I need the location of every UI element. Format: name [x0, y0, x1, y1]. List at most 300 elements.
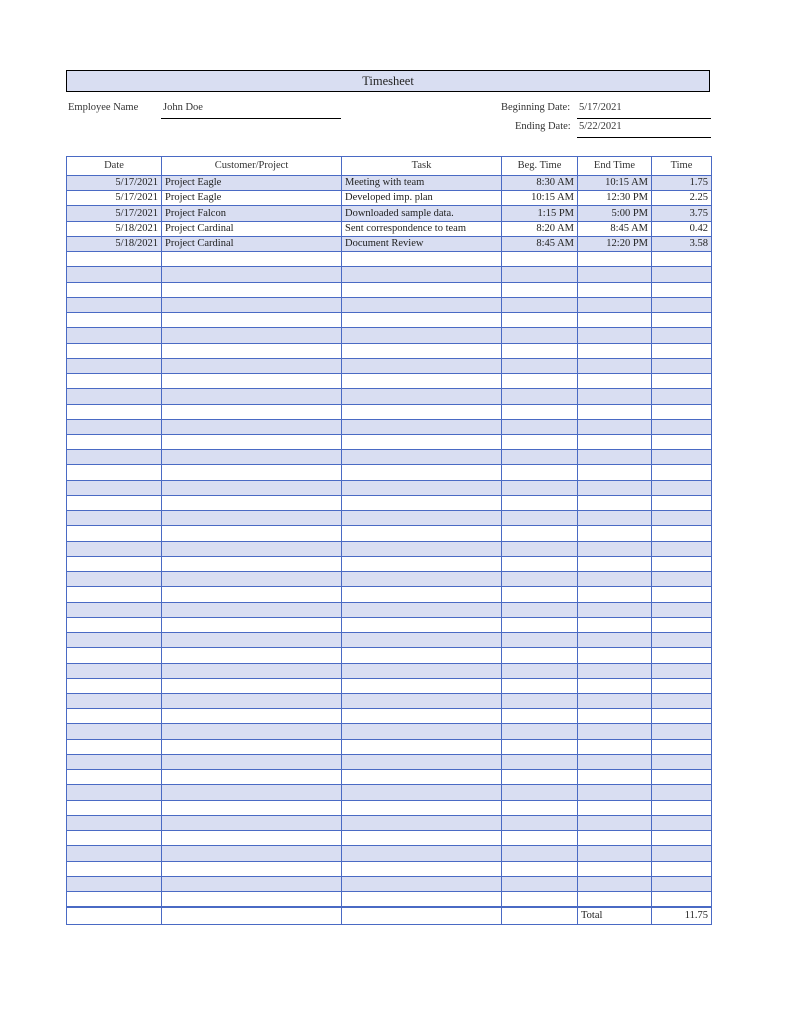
- cell-end-time[interactable]: [578, 846, 652, 861]
- cell-time[interactable]: [652, 526, 712, 541]
- cell-beg-time[interactable]: [502, 815, 578, 830]
- cell-beg-time[interactable]: [502, 526, 578, 541]
- cell-date[interactable]: [67, 587, 162, 602]
- cell-customer-project[interactable]: [162, 374, 342, 389]
- cell-task[interactable]: [342, 374, 502, 389]
- cell-date[interactable]: [67, 770, 162, 785]
- cell-date[interactable]: [67, 693, 162, 708]
- cell-task[interactable]: [342, 389, 502, 404]
- cell-date[interactable]: [67, 815, 162, 830]
- cell-time[interactable]: [652, 648, 712, 663]
- empty-table-row: [67, 358, 712, 373]
- cell-customer-project[interactable]: Project Eagle: [162, 191, 342, 206]
- cell-time[interactable]: [652, 617, 712, 632]
- cell-customer-project[interactable]: [162, 648, 342, 663]
- cell-date[interactable]: [67, 404, 162, 419]
- cell-time[interactable]: [652, 785, 712, 800]
- cell-end-time[interactable]: [578, 556, 652, 571]
- cell-task[interactable]: [342, 633, 502, 648]
- cell-beg-time[interactable]: [502, 678, 578, 693]
- cell-date[interactable]: [67, 648, 162, 663]
- cell-beg-time[interactable]: [502, 861, 578, 876]
- cell-end-time[interactable]: [578, 282, 652, 297]
- cell-beg-time[interactable]: [502, 785, 578, 800]
- cell-end-time[interactable]: [578, 480, 652, 495]
- cell-end-time[interactable]: [578, 465, 652, 480]
- cell-time[interactable]: [652, 556, 712, 571]
- empty-table-row: [67, 846, 712, 861]
- cell-date[interactable]: [67, 495, 162, 510]
- cell-beg-time[interactable]: [502, 754, 578, 769]
- cell-date[interactable]: [67, 297, 162, 312]
- cell-end-time[interactable]: [578, 587, 652, 602]
- cell-task[interactable]: [342, 617, 502, 632]
- cell-customer-project[interactable]: [162, 282, 342, 297]
- cell-date[interactable]: [67, 419, 162, 434]
- cell-end-time[interactable]: [578, 572, 652, 587]
- cell-task[interactable]: [342, 770, 502, 785]
- cell-time[interactable]: [652, 892, 712, 907]
- cell-date[interactable]: [67, 800, 162, 815]
- cell-customer-project[interactable]: [162, 404, 342, 419]
- cell-time[interactable]: [652, 343, 712, 358]
- cell-task[interactable]: [342, 328, 502, 343]
- cell-customer-project[interactable]: [162, 831, 342, 846]
- cell-task[interactable]: [342, 495, 502, 510]
- cell-customer-project[interactable]: [162, 693, 342, 708]
- cell-beg-time[interactable]: [502, 617, 578, 632]
- column-header-time: Time: [652, 157, 712, 176]
- cell-beg-time[interactable]: [502, 724, 578, 739]
- cell-time[interactable]: [652, 815, 712, 830]
- cell-end-time[interactable]: [578, 785, 652, 800]
- cell-end-time[interactable]: [578, 861, 652, 876]
- cell-customer-project[interactable]: [162, 297, 342, 312]
- cell-customer-project[interactable]: [162, 724, 342, 739]
- cell-end-time[interactable]: [578, 267, 652, 282]
- cell-task[interactable]: [342, 678, 502, 693]
- cell-beg-time[interactable]: [502, 648, 578, 663]
- cell-task[interactable]: [342, 297, 502, 312]
- cell-end-time[interactable]: [578, 770, 652, 785]
- cell-time[interactable]: [652, 252, 712, 267]
- cell-customer-project[interactable]: [162, 709, 342, 724]
- cell-end-time[interactable]: [578, 724, 652, 739]
- cell-date[interactable]: [67, 876, 162, 891]
- cell-task[interactable]: [342, 434, 502, 449]
- cell-task[interactable]: [342, 465, 502, 480]
- cell-customer-project[interactable]: [162, 572, 342, 587]
- cell-task[interactable]: Developed imp. plan: [342, 191, 502, 206]
- cell-task[interactable]: [342, 739, 502, 754]
- cell-time[interactable]: [652, 450, 712, 465]
- cell-customer-project[interactable]: [162, 770, 342, 785]
- cell-time[interactable]: [652, 678, 712, 693]
- cell-end-time[interactable]: [578, 495, 652, 510]
- cell-task[interactable]: [342, 693, 502, 708]
- cell-end-time[interactable]: [578, 297, 652, 312]
- cell-end-time[interactable]: [578, 617, 652, 632]
- cell-time[interactable]: [652, 572, 712, 587]
- empty-table-row: [67, 389, 712, 404]
- cell-time[interactable]: [652, 861, 712, 876]
- cell-customer-project[interactable]: [162, 602, 342, 617]
- cell-beg-time[interactable]: 8:45 AM: [502, 236, 578, 251]
- cell-end-time[interactable]: [578, 663, 652, 678]
- cell-task[interactable]: [342, 480, 502, 495]
- cell-end-time[interactable]: [578, 602, 652, 617]
- cell-date[interactable]: [67, 831, 162, 846]
- cell-task[interactable]: [342, 526, 502, 541]
- cell-end-time[interactable]: [578, 434, 652, 449]
- cell-task[interactable]: [342, 846, 502, 861]
- cell-customer-project[interactable]: [162, 434, 342, 449]
- cell-time[interactable]: [652, 328, 712, 343]
- cell-date[interactable]: [67, 861, 162, 876]
- cell-task[interactable]: [342, 663, 502, 678]
- cell-end-time[interactable]: [578, 831, 652, 846]
- cell-beg-time[interactable]: [502, 358, 578, 373]
- cell-beg-time[interactable]: [502, 602, 578, 617]
- cell-beg-time[interactable]: [502, 846, 578, 861]
- total-label: Total: [578, 907, 652, 925]
- cell-date[interactable]: [67, 892, 162, 907]
- cell-task[interactable]: [342, 602, 502, 617]
- cell-end-time[interactable]: [578, 633, 652, 648]
- cell-end-time[interactable]: 12:20 PM: [578, 236, 652, 251]
- cell-customer-project[interactable]: [162, 800, 342, 815]
- cell-customer-project[interactable]: [162, 846, 342, 861]
- cell-date[interactable]: 5/17/2021: [67, 191, 162, 206]
- cell-customer-project[interactable]: [162, 663, 342, 678]
- cell-beg-time[interactable]: [502, 374, 578, 389]
- cell-date[interactable]: [67, 358, 162, 373]
- cell-end-time[interactable]: [578, 313, 652, 328]
- cell-customer-project[interactable]: [162, 343, 342, 358]
- cell-end-time[interactable]: [578, 709, 652, 724]
- cell-date[interactable]: [67, 846, 162, 861]
- cell-time[interactable]: [652, 693, 712, 708]
- cell-time[interactable]: [652, 663, 712, 678]
- cell-date[interactable]: [67, 434, 162, 449]
- cell-time[interactable]: [652, 770, 712, 785]
- cell-beg-time[interactable]: [502, 693, 578, 708]
- cell-task[interactable]: Downloaded sample data.: [342, 206, 502, 221]
- cell-time[interactable]: [652, 480, 712, 495]
- cell-end-time[interactable]: [578, 678, 652, 693]
- cell-date[interactable]: [67, 252, 162, 267]
- cell-beg-time[interactable]: [502, 480, 578, 495]
- cell-time[interactable]: [652, 587, 712, 602]
- cell-customer-project[interactable]: [162, 252, 342, 267]
- cell-time[interactable]: [652, 876, 712, 891]
- cell-beg-time[interactable]: [502, 572, 578, 587]
- cell-beg-time[interactable]: [502, 541, 578, 556]
- cell-task[interactable]: [342, 556, 502, 571]
- cell-beg-time[interactable]: [502, 511, 578, 526]
- cell-task[interactable]: [342, 800, 502, 815]
- cell-date[interactable]: [67, 785, 162, 800]
- cell-date[interactable]: [67, 328, 162, 343]
- cell-task[interactable]: [342, 511, 502, 526]
- cell-customer-project[interactable]: [162, 785, 342, 800]
- cell-date[interactable]: [67, 313, 162, 328]
- cell-task[interactable]: [342, 709, 502, 724]
- cell-date[interactable]: 5/18/2021: [67, 221, 162, 236]
- cell-customer-project[interactable]: Project Falcon: [162, 206, 342, 221]
- cell-customer-project[interactable]: [162, 389, 342, 404]
- cell-task[interactable]: [342, 785, 502, 800]
- cell-customer-project[interactable]: [162, 815, 342, 830]
- cell-beg-time[interactable]: 10:15 AM: [502, 191, 578, 206]
- cell-date[interactable]: 5/17/2021: [67, 206, 162, 221]
- cell-time[interactable]: [652, 633, 712, 648]
- cell-customer-project[interactable]: [162, 358, 342, 373]
- cell-task[interactable]: [342, 404, 502, 419]
- cell-end-time[interactable]: [578, 374, 652, 389]
- cell-end-time[interactable]: [578, 739, 652, 754]
- cell-beg-time[interactable]: [502, 419, 578, 434]
- cell-time[interactable]: 3.75: [652, 206, 712, 221]
- cell-time[interactable]: [652, 313, 712, 328]
- cell-end-time[interactable]: [578, 815, 652, 830]
- cell-end-time[interactable]: [578, 358, 652, 373]
- cell-beg-time[interactable]: [502, 587, 578, 602]
- cell-date[interactable]: [67, 556, 162, 571]
- cell-date[interactable]: [67, 617, 162, 632]
- cell-end-time[interactable]: 5:00 PM: [578, 206, 652, 221]
- cell-beg-time[interactable]: 8:20 AM: [502, 221, 578, 236]
- cell-customer-project[interactable]: [162, 495, 342, 510]
- cell-beg-time[interactable]: [502, 831, 578, 846]
- cell-time[interactable]: [652, 724, 712, 739]
- cell-task[interactable]: [342, 313, 502, 328]
- cell-time[interactable]: [652, 511, 712, 526]
- cell-date[interactable]: [67, 526, 162, 541]
- cell-task[interactable]: [342, 892, 502, 907]
- cell-beg-time[interactable]: [502, 556, 578, 571]
- cell-time[interactable]: [652, 495, 712, 510]
- cell-date[interactable]: [67, 465, 162, 480]
- cell-end-time[interactable]: [578, 450, 652, 465]
- cell-time[interactable]: [652, 800, 712, 815]
- cell-end-time[interactable]: 8:45 AM: [578, 221, 652, 236]
- cell-date[interactable]: [67, 541, 162, 556]
- employee-name-underline: [161, 118, 341, 119]
- ending-date-value[interactable]: 5/22/2021: [579, 121, 622, 132]
- cell-beg-time[interactable]: [502, 434, 578, 449]
- cell-beg-time[interactable]: [502, 800, 578, 815]
- cell-task[interactable]: [342, 252, 502, 267]
- cell-beg-time[interactable]: [502, 892, 578, 907]
- cell-time[interactable]: 2.25: [652, 191, 712, 206]
- cell-task[interactable]: [342, 450, 502, 465]
- empty-table-row: [67, 404, 712, 419]
- cell-customer-project[interactable]: [162, 892, 342, 907]
- cell-beg-time[interactable]: [502, 313, 578, 328]
- cell-customer-project[interactable]: Project Cardinal: [162, 221, 342, 236]
- cell-beg-time[interactable]: [502, 465, 578, 480]
- cell-customer-project[interactable]: [162, 480, 342, 495]
- cell-time[interactable]: [652, 602, 712, 617]
- cell-customer-project[interactable]: [162, 556, 342, 571]
- cell-time[interactable]: 0.42: [652, 221, 712, 236]
- cell-date[interactable]: [67, 663, 162, 678]
- cell-end-time[interactable]: 12:30 PM: [578, 191, 652, 206]
- cell-task[interactable]: [342, 419, 502, 434]
- cell-time[interactable]: [652, 297, 712, 312]
- cell-customer-project[interactable]: [162, 678, 342, 693]
- cell-time[interactable]: [652, 358, 712, 373]
- cell-date[interactable]: [67, 343, 162, 358]
- cell-task[interactable]: [342, 831, 502, 846]
- cell-beg-time[interactable]: 8:30 AM: [502, 176, 578, 191]
- cell-customer-project[interactable]: [162, 587, 342, 602]
- cell-task[interactable]: [342, 861, 502, 876]
- cell-task[interactable]: [342, 876, 502, 891]
- cell-end-time[interactable]: [578, 511, 652, 526]
- cell-beg-time[interactable]: [502, 297, 578, 312]
- cell-task[interactable]: [342, 572, 502, 587]
- cell-beg-time[interactable]: [502, 328, 578, 343]
- cell-task[interactable]: [342, 815, 502, 830]
- cell-date[interactable]: [67, 267, 162, 282]
- cell-time[interactable]: [652, 709, 712, 724]
- cell-customer-project[interactable]: [162, 526, 342, 541]
- cell-end-time[interactable]: [578, 328, 652, 343]
- cell-time[interactable]: 3.58: [652, 236, 712, 251]
- cell-customer-project[interactable]: Project Cardinal: [162, 236, 342, 251]
- cell-time[interactable]: [652, 404, 712, 419]
- cell-task[interactable]: [342, 754, 502, 769]
- cell-end-time[interactable]: [578, 876, 652, 891]
- cell-task[interactable]: Meeting with team: [342, 176, 502, 191]
- cell-time[interactable]: [652, 419, 712, 434]
- cell-task[interactable]: [342, 358, 502, 373]
- cell-customer-project[interactable]: [162, 450, 342, 465]
- cell-task[interactable]: [342, 282, 502, 297]
- cell-end-time[interactable]: [578, 541, 652, 556]
- cell-customer-project[interactable]: [162, 313, 342, 328]
- cell-date[interactable]: 5/18/2021: [67, 236, 162, 251]
- cell-beg-time[interactable]: [502, 495, 578, 510]
- cell-time[interactable]: [652, 389, 712, 404]
- cell-customer-project[interactable]: [162, 617, 342, 632]
- cell-date[interactable]: [67, 633, 162, 648]
- cell-end-time[interactable]: [578, 693, 652, 708]
- cell-date[interactable]: [67, 480, 162, 495]
- cell-customer-project[interactable]: [162, 267, 342, 282]
- empty-table-row: [67, 678, 712, 693]
- cell-beg-time[interactable]: [502, 282, 578, 297]
- cell-beg-time[interactable]: [502, 404, 578, 419]
- cell-beg-time[interactable]: [502, 663, 578, 678]
- cell-customer-project[interactable]: [162, 328, 342, 343]
- cell-customer-project[interactable]: [162, 754, 342, 769]
- cell-time[interactable]: [652, 754, 712, 769]
- cell-end-time[interactable]: [578, 526, 652, 541]
- cell-task[interactable]: [342, 587, 502, 602]
- cell-time[interactable]: [652, 831, 712, 846]
- cell-beg-time[interactable]: [502, 633, 578, 648]
- cell-date[interactable]: [67, 511, 162, 526]
- cell-time[interactable]: [652, 541, 712, 556]
- cell-end-time[interactable]: [578, 404, 652, 419]
- cell-time[interactable]: 1.75: [652, 176, 712, 191]
- cell-date[interactable]: [67, 739, 162, 754]
- cell-end-time[interactable]: [578, 754, 652, 769]
- cell-time[interactable]: [652, 465, 712, 480]
- cell-task[interactable]: [342, 648, 502, 663]
- cell-end-time[interactable]: [578, 343, 652, 358]
- cell-task[interactable]: [342, 343, 502, 358]
- cell-date[interactable]: [67, 678, 162, 693]
- cell-beg-time[interactable]: [502, 739, 578, 754]
- cell-beg-time[interactable]: [502, 252, 578, 267]
- cell-end-time[interactable]: [578, 389, 652, 404]
- cell-customer-project[interactable]: Project Eagle: [162, 176, 342, 191]
- cell-beg-time[interactable]: [502, 389, 578, 404]
- cell-date[interactable]: [67, 602, 162, 617]
- cell-date[interactable]: [67, 572, 162, 587]
- cell-time[interactable]: [652, 282, 712, 297]
- cell-end-time[interactable]: [578, 648, 652, 663]
- cell-task[interactable]: [342, 541, 502, 556]
- cell-date[interactable]: [67, 374, 162, 389]
- cell-beg-time[interactable]: 1:15 PM: [502, 206, 578, 221]
- cell-beg-time[interactable]: [502, 770, 578, 785]
- cell-customer-project[interactable]: [162, 419, 342, 434]
- cell-time[interactable]: [652, 739, 712, 754]
- cell-end-time[interactable]: [578, 892, 652, 907]
- beginning-date-value[interactable]: 5/17/2021: [579, 102, 622, 113]
- cell-beg-time[interactable]: [502, 343, 578, 358]
- cell-beg-time[interactable]: [502, 876, 578, 891]
- cell-date[interactable]: [67, 724, 162, 739]
- cell-beg-time[interactable]: [502, 267, 578, 282]
- cell-beg-time[interactable]: [502, 709, 578, 724]
- cell-end-time[interactable]: [578, 419, 652, 434]
- cell-end-time[interactable]: [578, 800, 652, 815]
- cell-date[interactable]: [67, 282, 162, 297]
- cell-customer-project[interactable]: [162, 739, 342, 754]
- cell-end-time[interactable]: [578, 252, 652, 267]
- cell-time[interactable]: [652, 846, 712, 861]
- cell-customer-project[interactable]: [162, 511, 342, 526]
- cell-customer-project[interactable]: [162, 633, 342, 648]
- cell-date[interactable]: [67, 754, 162, 769]
- employee-name-value[interactable]: John Doe: [163, 102, 203, 113]
- cell-task[interactable]: [342, 267, 502, 282]
- cell-end-time[interactable]: 10:15 AM: [578, 176, 652, 191]
- cell-date[interactable]: 5/17/2021: [67, 176, 162, 191]
- cell-customer-project[interactable]: [162, 541, 342, 556]
- cell-date[interactable]: [67, 709, 162, 724]
- cell-customer-project[interactable]: [162, 876, 342, 891]
- cell-date[interactable]: [67, 450, 162, 465]
- cell-date[interactable]: [67, 389, 162, 404]
- cell-time[interactable]: [652, 267, 712, 282]
- cell-task[interactable]: Sent correspondence to team: [342, 221, 502, 236]
- empty-table-row: [67, 724, 712, 739]
- cell-time[interactable]: [652, 374, 712, 389]
- cell-beg-time[interactable]: [502, 450, 578, 465]
- cell-task[interactable]: Document Review: [342, 236, 502, 251]
- cell-customer-project[interactable]: [162, 861, 342, 876]
- cell-task[interactable]: [342, 724, 502, 739]
- cell-time[interactable]: [652, 434, 712, 449]
- cell-customer-project[interactable]: [162, 465, 342, 480]
